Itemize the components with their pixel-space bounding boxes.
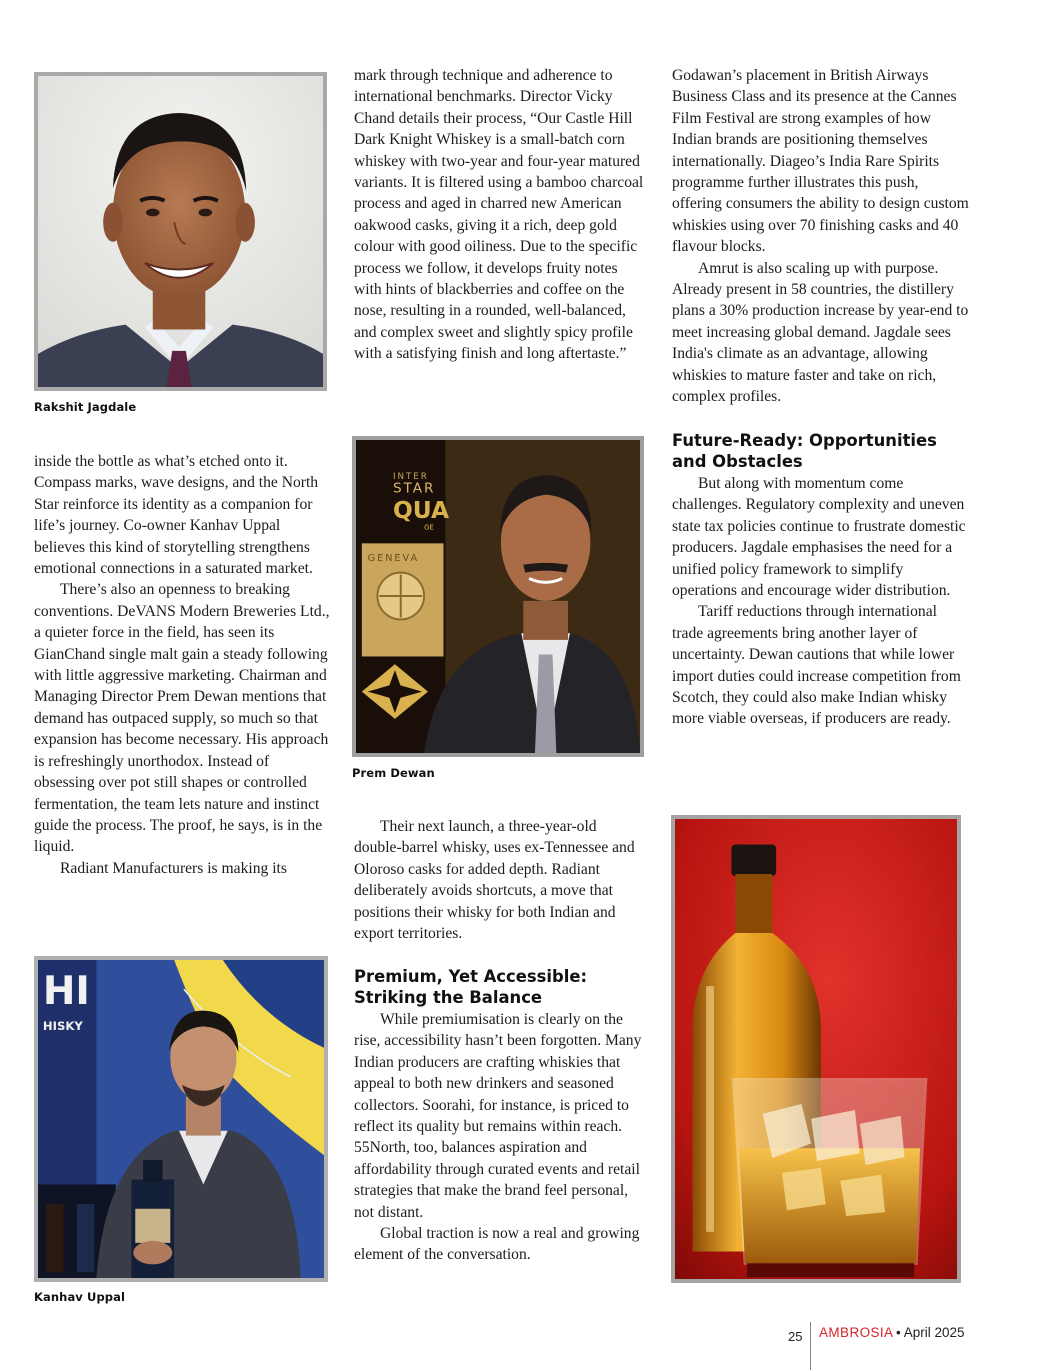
rakshit-jagdale-photo: [34, 72, 327, 391]
page-number: 25: [788, 1329, 803, 1344]
column-2-middle-text: [354, 816, 646, 944]
publication-name: AMBROSIA: [819, 1325, 894, 1340]
heading-premium-line-2: Striking the Balance: [354, 988, 543, 1007]
whisky-bottle-glass-photo: [671, 815, 961, 1283]
prem-photo-banner-star: STAR: [392, 480, 436, 497]
col2-middle-paragraph: Their next launch, a three-year-old double-barrel whisky, uses ex-Tennessee and Oloroso casks for added depth. Radiant deliberately avoids shortcuts, a move that positions their whisky for both Indian and export territories.: [354, 818, 635, 943]
heading-future-line-2: and Obstacles: [672, 452, 803, 471]
col3-paragraph-1: Godawan’s placement in British Airways Business Class and its presence at the Cannes Film Festival are strong examples of how Indian brands are positioning themselves internationally. Diageo’s India Rare Spirits programme further illustrates this push, offering consumers the ability to design custom whiskies using over 70 finishing casks and 40 flavour blocks.: [672, 67, 969, 256]
prem-photo-banner-top: INTER: [392, 471, 429, 483]
col3-paragraph-2: Amrut is also scaling up with purpose. Already present in 58 countries, the distillery plans a 30% production increase by year-end to meet increasing global demand. Jagdale sees India's climate as an advantage, allowing whiskies to mature faster and take on rich, complex profiles.: [672, 259, 969, 406]
column-1-text: [34, 451, 330, 879]
col2-top-paragraph: mark through technique and adherence to international benchmarks. Director Vicky Chand details their process, “Our Castle Hill Dark Knight Whiskey is a small-batch corn whiskey with two-year and four-year matured variants. It is filtered using a bamboo charcoal process and aged in charred new American oakwood casks, giving it a rich, deep gold colour with good oiliness. Due to the specific process we follow, it develops fruity notes with hints of blackberries and coffee on the nose, resulting in a rounded, well-balanced, and complex sweet and slightly spicy profile with a satisfying finish and long aftertaste.”: [354, 67, 644, 363]
prem-photo-banner-ge: GE: [424, 523, 434, 532]
footer-divider: [810, 1322, 811, 1370]
column-3-top-text: [672, 65, 972, 408]
prem-dewan-photo: [352, 436, 644, 757]
kanhav-photo-sign-whisky: HISKY: [42, 1019, 83, 1034]
heading-premium-yet-accessible: [354, 966, 654, 1008]
page-footer: [784, 1322, 984, 1370]
col2-paragraph-2: Global traction is now a real and growing element of the conversation.: [354, 1225, 640, 1264]
heading-premium-line-1: Premium, Yet Accessible:: [354, 967, 587, 986]
col1-paragraph-3: Radiant Manufacturers is making its: [60, 859, 287, 877]
issue-date: • April 2025: [896, 1325, 965, 1340]
kanhav-uppal-photo: [34, 956, 328, 1282]
caption-prem-dewan: Prem Dewan: [352, 766, 435, 780]
column-3-bottom-text: [672, 473, 972, 730]
col3-paragraph-3: But along with momentum come challenges. Regulatory complexity and uneven state tax policies continue to frustrate domestic producers. Jagdale emphasises the need for a unified policy framework to simplify operations and encourage wider distribution.: [672, 475, 966, 600]
prem-photo-banner-qua: QUA: [392, 495, 450, 525]
col3-paragraph-4: Tariff reductions through international trade agreements bring another layer of uncertainty. Dewan cautions that while lower import duties could increase competition from Scotch, they could also make Indian whisky more viable overseas, if producers are ready.: [672, 603, 961, 728]
column-2-bottom-text: [354, 1009, 646, 1266]
column-2-top-text: [354, 65, 644, 365]
caption-kanhav-uppal: Kanhav Uppal: [34, 1290, 126, 1304]
caption-rakshit-jagdale: Rakshit Jagdale: [34, 400, 137, 414]
col1-paragraph-2: There’s also an openness to breaking conventions. DeVANS Modern Breweries Ltd., a quieter force in the field, has seen its GianChand single malt gain a steady following with little aggressive marketing. Chairman and Managing Director Prem Dewan mentions that demand has outpaced supply, so much so that expansion has become necessary. His approach is refreshingly unorthodox. Instead of obsessing over pot still shapes or controlled fermentation, the team lets nature and instinct guide the process. The proof, he says, is in the liquid.: [34, 581, 330, 856]
kanhav-photo-sign-hi: HI: [42, 968, 90, 1014]
col2-paragraph-1: While premiumisation is clearly on the rise, accessibility hasn’t been forgotten. Many Indian producers are crafting whiskies that appeal to both new drinkers and seasoned collectors. Soorahi, for instance, is priced to reflect its quality but remains within reach. 55North, too, balances aspiration and affordability through curated events and retail strategies that make the brand feel personal, not distant.: [354, 1011, 642, 1221]
col1-paragraph-1: inside the bottle as what’s etched onto it. Compass marks, wave designs, and the North Star reinforce its identity as a companion for life’s journey. Co-owner Kanhav Uppal believes this kind of storytelling strengthens emotional connections in a saturated market.: [34, 453, 319, 578]
heading-future-ready: [672, 430, 972, 472]
prem-photo-geneva: GENEVA: [367, 552, 420, 564]
heading-future-line-1: Future-Ready: Opportunities: [672, 431, 937, 450]
